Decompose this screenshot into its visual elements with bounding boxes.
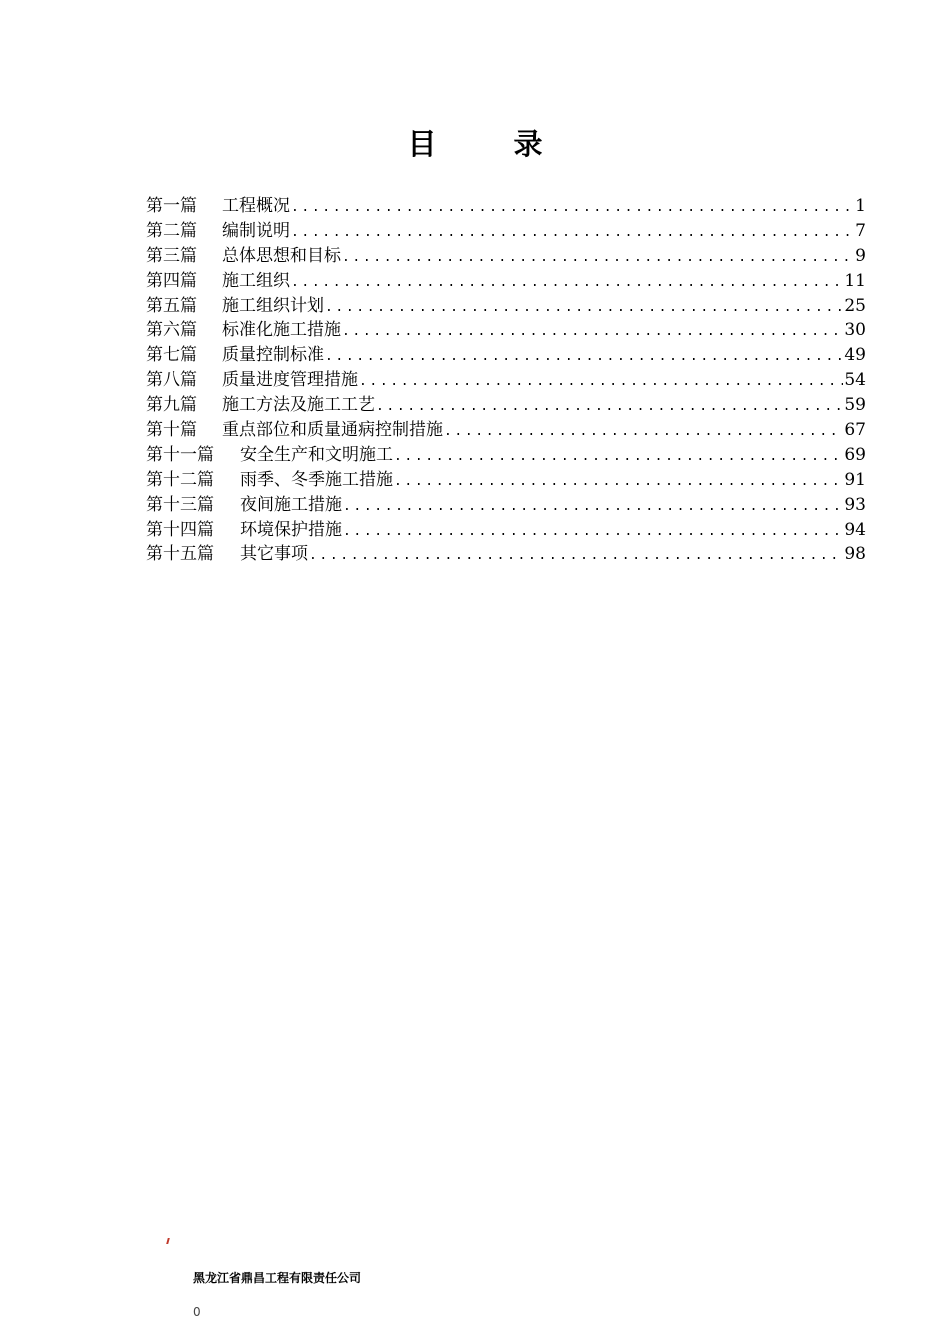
toc-entry-page: 93 <box>844 494 866 515</box>
toc-entry-label: 第十篇 <box>146 420 197 441</box>
toc-entry[interactable] <box>146 219 866 244</box>
toc-entry-label: 第十四篇 <box>146 519 214 540</box>
toc-entry-title: 雨季、冬季施工措施 <box>240 469 393 490</box>
toc-entry-page: 1 <box>855 196 866 216</box>
toc-entry-page: 49 <box>844 345 866 366</box>
toc-dot-leader <box>325 296 843 321</box>
toc-entry-title: 施工方法及施工工艺 <box>222 395 375 416</box>
toc-dot-leader <box>394 470 843 495</box>
toc-entry-page: 9 <box>855 245 866 266</box>
toc-entry-title: 标准化施工措施 <box>222 320 341 341</box>
toc-entry[interactable] <box>146 343 866 368</box>
toc-entry[interactable] <box>146 393 866 418</box>
toc-entry-label: 第一篇 <box>146 196 197 216</box>
toc-entry[interactable] <box>146 468 866 493</box>
toc-entry-page: 30 <box>844 320 866 341</box>
footer-page-number: 0 <box>193 1305 201 1319</box>
toc-entry-label: 第八篇 <box>146 370 197 391</box>
toc-entry-label: 第十三篇 <box>146 494 214 515</box>
toc-entry-label: 第四篇 <box>146 270 197 291</box>
toc-dot-leader <box>444 420 843 445</box>
toc-dot-leader <box>376 395 843 420</box>
toc-entry[interactable] <box>146 542 866 567</box>
toc-entry-title: 施工组织计划 <box>222 295 324 316</box>
toc-entry-page: 7 <box>855 220 866 241</box>
toc-entry-title: 环境保护措施 <box>240 519 342 540</box>
toc-entry-page: 25 <box>844 295 866 316</box>
toc-entry[interactable] <box>146 443 866 468</box>
toc-entry-title: 其它事项 <box>240 544 308 565</box>
toc-entry-page: 54 <box>844 370 866 391</box>
toc-entry-label: 第七篇 <box>146 345 197 366</box>
page-title: 目 录 <box>407 127 567 161</box>
toc-entry[interactable] <box>146 294 866 319</box>
table-of-contents <box>146 194 866 567</box>
toc-entry[interactable] <box>146 194 866 219</box>
toc-entry-title: 质量控制标准 <box>222 345 324 366</box>
toc-dot-leader <box>359 370 843 395</box>
toc-entry-title: 夜间施工措施 <box>240 494 342 515</box>
toc-entry-label: 第六篇 <box>146 320 197 341</box>
toc-entry-page: 67 <box>844 420 866 441</box>
toc-entry[interactable] <box>146 368 866 393</box>
footer-company-name: 黑龙江省鼎昌工程有限责任公司 <box>193 1271 362 1285</box>
toc-entry-label: 第三篇 <box>146 245 197 266</box>
toc-dot-leader <box>394 445 843 470</box>
toc-entry-page: 59 <box>844 395 866 416</box>
toc-entry-label: 第二篇 <box>146 220 197 241</box>
toc-entry-title: 施工组织 <box>222 270 290 291</box>
toc-entry-page: 98 <box>844 544 866 565</box>
toc-entry[interactable] <box>146 418 866 443</box>
toc-entry-page: 11 <box>844 270 866 291</box>
toc-dot-leader <box>291 271 843 296</box>
toc-dot-leader <box>325 345 843 370</box>
toc-dot-leader <box>342 320 843 345</box>
toc-entry-page: 94 <box>844 519 866 540</box>
toc-entry-title: 安全生产和文明施工 <box>240 444 393 465</box>
toc-dot-leader <box>291 221 854 246</box>
toc-entry[interactable] <box>146 518 866 543</box>
toc-dot-leader <box>291 196 854 221</box>
red-tick-mark <box>166 1238 170 1244</box>
toc-entry-label: 第十一篇 <box>146 444 214 465</box>
toc-dot-leader <box>343 495 843 520</box>
toc-entry-label: 第九篇 <box>146 395 197 416</box>
toc-entry-title: 重点部位和质量通病控制措施 <box>222 420 443 441</box>
toc-entry[interactable] <box>146 269 866 294</box>
toc-entry-page: 91 <box>844 469 866 490</box>
toc-entry-label: 第十二篇 <box>146 469 214 490</box>
toc-dot-leader <box>309 544 843 569</box>
toc-entry-title: 编制说明 <box>222 220 290 241</box>
toc-entry-label: 第五篇 <box>146 295 197 316</box>
toc-entry-label: 第十五篇 <box>146 544 214 565</box>
toc-entry-title: 总体思想和目标 <box>222 245 341 266</box>
toc-entry[interactable] <box>146 493 866 518</box>
toc-entry-page: 69 <box>844 444 866 465</box>
toc-entry[interactable] <box>146 318 866 343</box>
toc-entry[interactable] <box>146 244 866 269</box>
toc-entry-title: 质量进度管理措施 <box>222 370 358 391</box>
toc-dot-leader <box>343 520 843 545</box>
toc-entry-title: 工程概况 <box>222 196 290 216</box>
toc-dot-leader <box>342 246 854 271</box>
